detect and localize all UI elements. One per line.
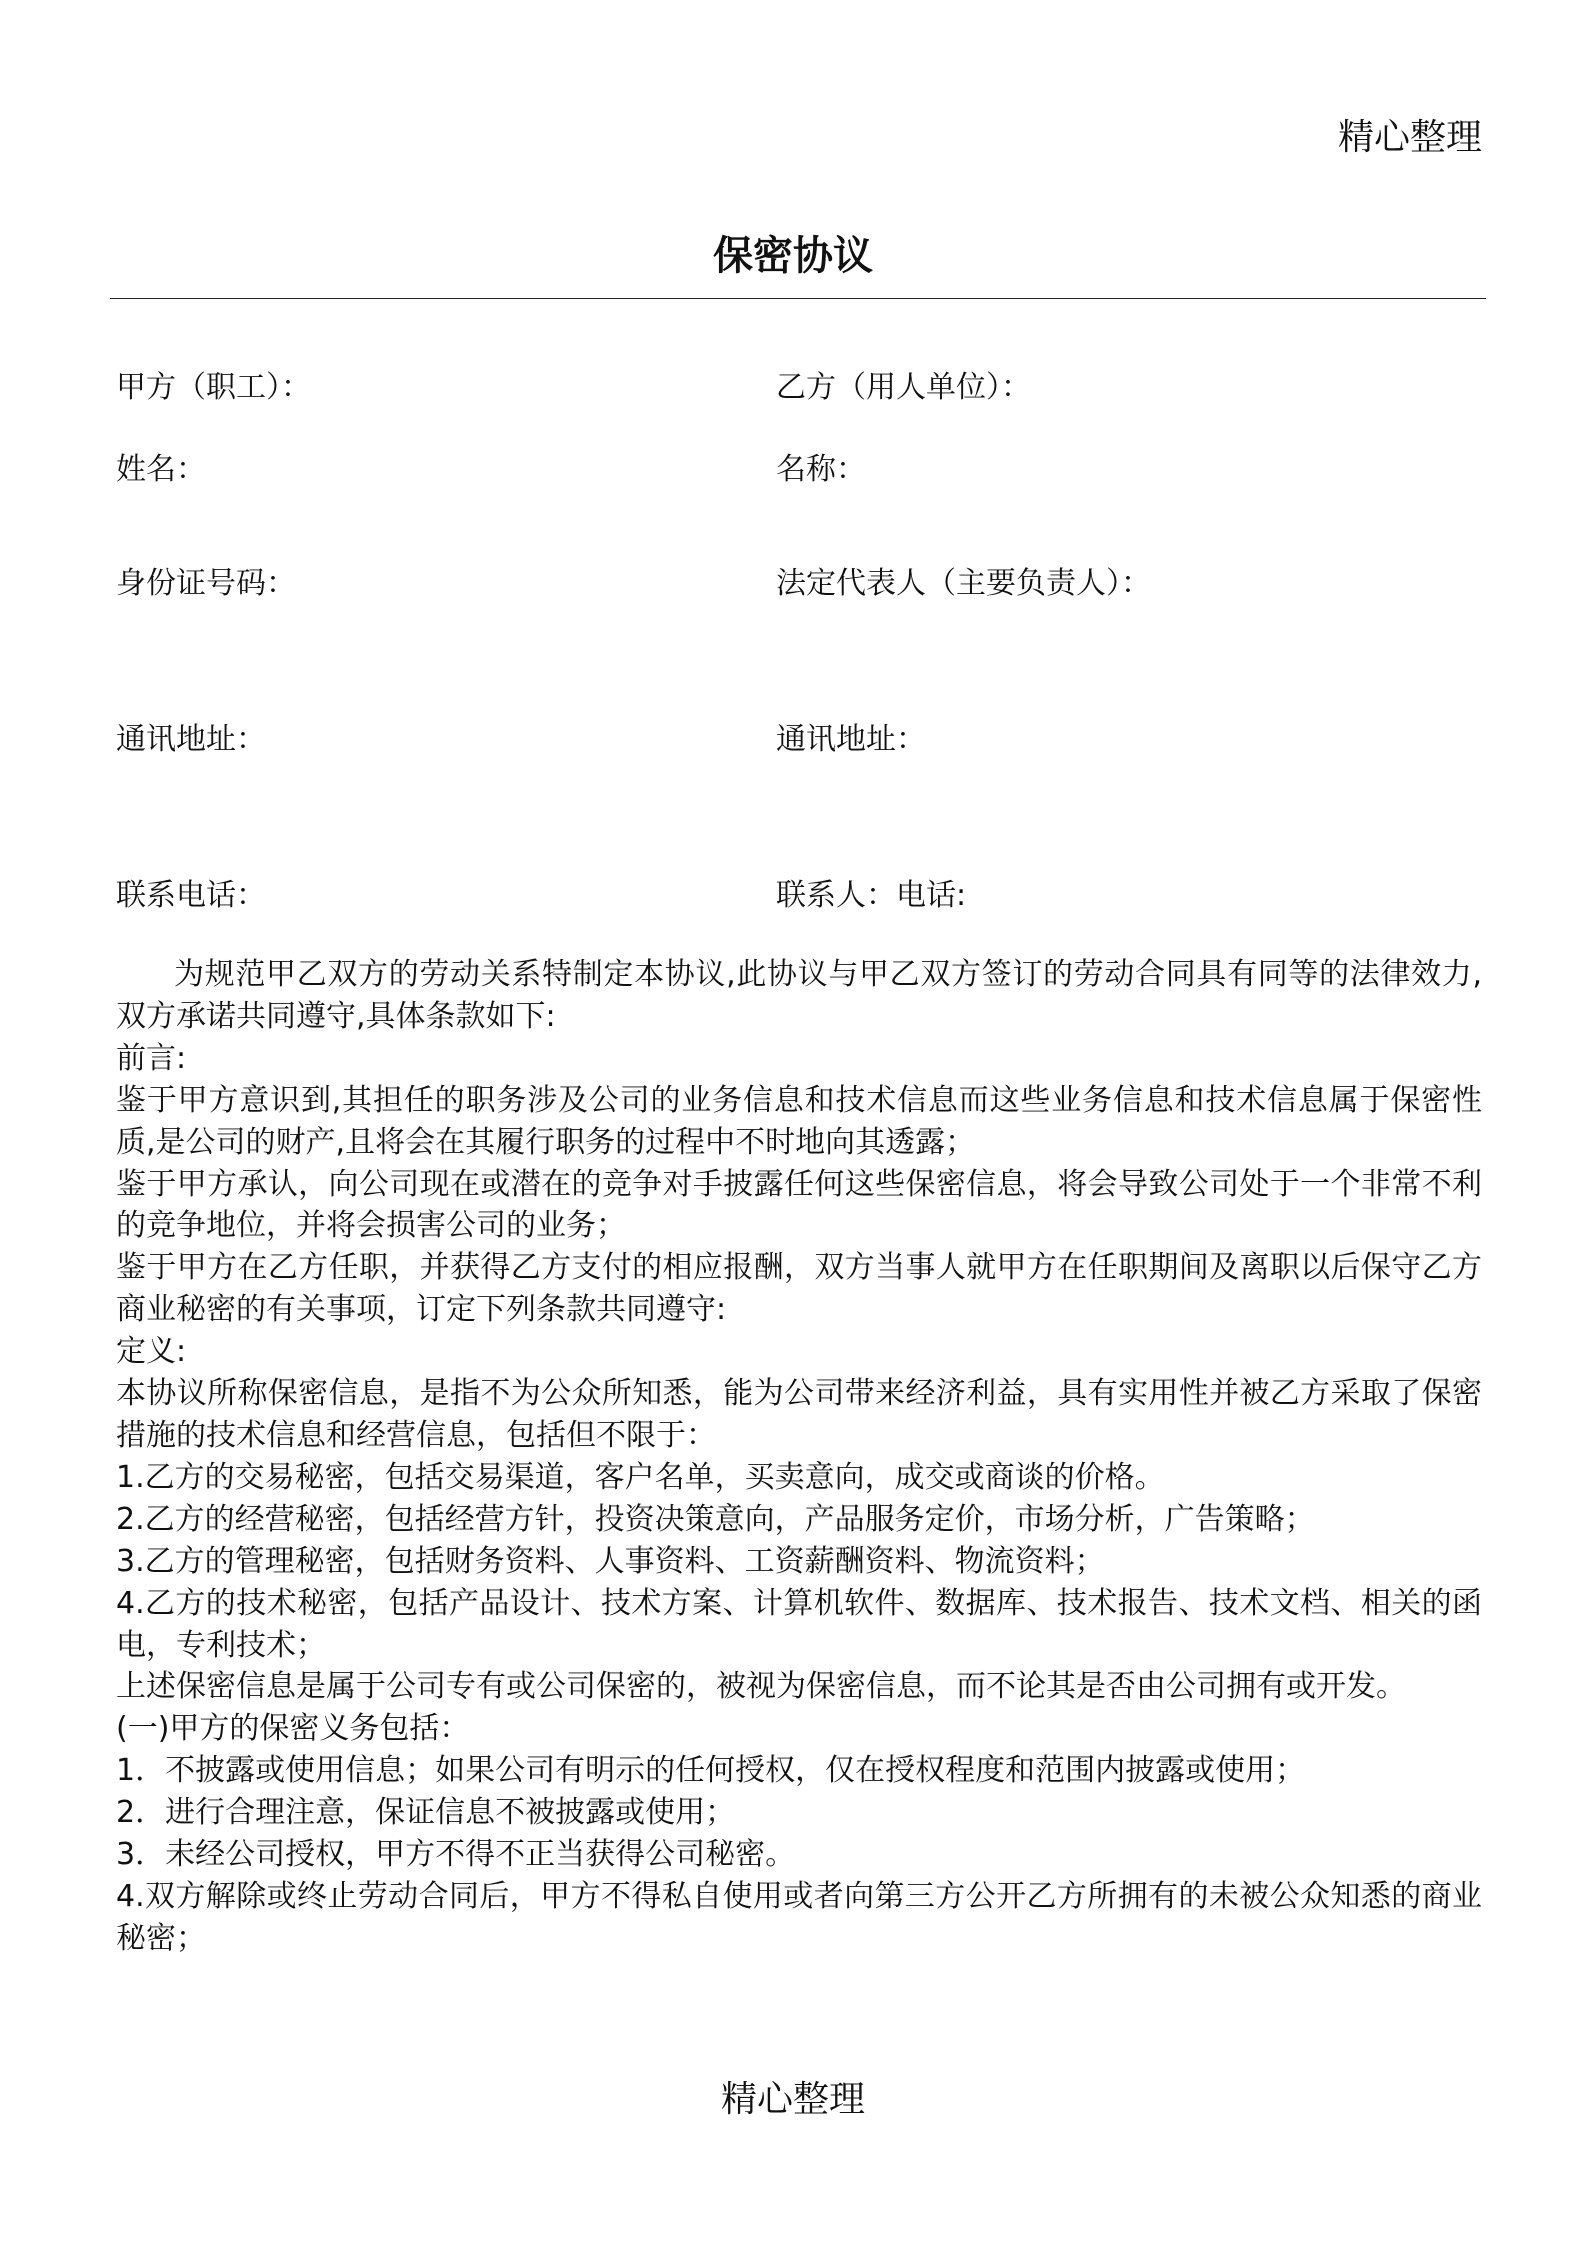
obligation-item: 2．进行合理注意，保证信息不被披露或使用； (116, 1795, 736, 1831)
definition-item: 4.乙方的技术秘密，包括产品设计、技术方案、计算机软件、数据库、技术报告、技术文档、相关的函电，专利技术； (116, 1585, 1482, 1663)
party-a-id-field: 身份证号码： (116, 566, 296, 601)
definition-closing: 上述保密信息是属于公司专有或公司保密的，被视为保密信息，而不论其是否由公司拥有或开发。 (116, 1669, 1406, 1705)
agreement-body (116, 954, 1482, 1960)
party-a-label: 甲方（职工）： (116, 370, 311, 405)
obligation-item: 1．不披露或使用信息；如果公司有明示的任何授权，仅在授权程度和范围内披露或使用； (116, 1753, 1306, 1789)
obligation-item: 3．未经公司授权，甲方不得不正当获得公司秘密。 (116, 1837, 796, 1873)
preface-paragraph: 鉴于甲方承认，向公司现在或潜在的竞争对手披露任何这些保密信息，将会导致公司处于一个非常不利的竞争地位，并将会损害公司的业务； (116, 1166, 1482, 1244)
definition-item: 3.乙方的管理秘密，包括财务资料、人事资料、工资薪酬资料、物流资料； (116, 1543, 1105, 1579)
obligation-item: 4.双方解除或终止劳动合同后，甲方不得私自使用或者向第三方公开乙方所拥有的未被公众知悉的商业秘密； (116, 1878, 1482, 1956)
party-b-contact-field: 联系人：电话: (776, 878, 967, 913)
party-b-legal-rep-field: 法定代表人（主要负责人）： (776, 566, 1151, 601)
party-b-label: 乙方（用人单位）： (776, 370, 1031, 405)
obligations-heading: (一)甲方的保密义务包括： (116, 1711, 470, 1747)
party-b-name-field: 名称： (776, 452, 866, 487)
definition-item: 1.乙方的交易秘密，包括交易渠道，客户名单，买卖意向，成交或商谈的价格。 (116, 1459, 1165, 1495)
preface-paragraph: 鉴于甲方在乙方任职，并获得乙方支付的相应报酬，双方当事人就甲方在任职期间及离职以后保守乙方商业秘密的有关事项，订定下列条款共同遵守: (116, 1250, 1482, 1328)
intro-paragraph: 为规范甲乙双方的劳动关系特制定本协议,此协议与甲乙双方签订的劳动合同具有同等的法律效力,双方承诺共同遵守,具体条款如下: (116, 957, 1482, 1034)
document-title: 保密协议 (713, 232, 873, 279)
footer-watermark-text: 精心整理 (720, 2079, 865, 2120)
definition-heading: 定义: (116, 1334, 187, 1370)
party-b-address-field: 通讯地址： (776, 722, 926, 757)
header-watermark-text: 精心整理 (1337, 117, 1482, 158)
definition-item: 2.乙方的经营秘密，包括经营方针，投资决策意向，产品服务定价，市场分析，广告策略； (116, 1501, 1315, 1537)
party-a-phone-field: 联系电话： (116, 878, 266, 913)
preface-heading: 前言: (116, 1040, 187, 1076)
party-a-address-field: 通讯地址： (116, 722, 266, 757)
definition-paragraph: 本协议所称保密信息，是指不为公众所知悉，能为公司带来经济利益，具有实用性并被乙方采取了保密措施的技术信息和经营信息，包括但不限于： (116, 1376, 1482, 1453)
title-divider (110, 298, 1486, 299)
preface-paragraph: 鉴于甲方意识到,其担任的职务涉及公司的业务信息和技术信息而这些业务信息和技术信息属于保密性质,是公司的财产,且将会在其履行职务的过程中不时地向其透露； (116, 1082, 1482, 1160)
party-a-name-field: 姓名： (116, 452, 206, 487)
